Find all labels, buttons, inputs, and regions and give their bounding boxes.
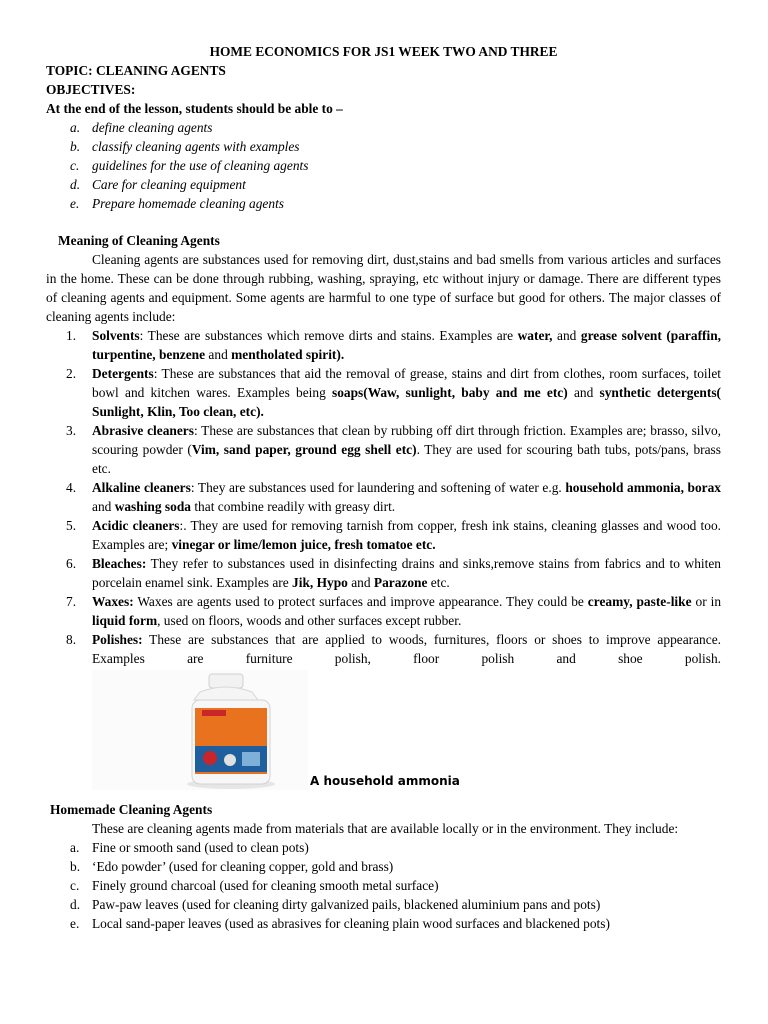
list-item: e. Local sand-paper leaves (used as abrasives for cleaning plain wood surfaces and blackened pots) (70, 916, 610, 931)
meaning-paragraph: Cleaning agents are substances used for removing dirt, dust,stains and bad smells from various articles and surfaces in the home. These can be done through rubbing, washing, spraying, etc without injury or damage. There are different types of cleaning agents and equipment. Some agents are harmful to one type of surface but good for others. The major classes of cleaning agents include: (46, 252, 721, 324)
classes-list (46, 326, 721, 668)
list-item: a. define cleaning agents (70, 120, 213, 135)
list-item: c. guidelines for the use of cleaning agents (70, 158, 309, 173)
class-name: Waxes: (92, 594, 134, 609)
homemade-heading: Homemade Cleaning Agents (50, 802, 213, 817)
class-item: 8. Polishes: These are substances that are applied to woods, furnitures, floors or shoes to improve appearance. Examples are furniture polish, floor polish and shoe polish. (66, 632, 721, 666)
objectives-heading: OBJECTIVES: (46, 82, 136, 97)
class-name: Solvents (92, 328, 140, 343)
class-item: 3. Abrasive cleaners: These are substances that clean by rubbing off dirt through friction. Examples are; brasso, silvo, scouring powder (Vim, sand paper, ground egg shell etc). They are used for scouring bath tubs, pots/pans, brass etc. (66, 423, 721, 476)
list-item: e. Prepare homemade cleaning agents (70, 196, 285, 211)
class-item: 5. Acidic cleaners:. They are used for removing tarnish from copper, fresh ink stains, cleaning glasses and wood too. Examples are; vinegar or lime/lemon juice, fresh tomatoe etc. (66, 518, 721, 552)
class-item: 1. Solvents: These are substances which remove dirts and stains. Examples are water, and grease solvent (paraffin, turpentine, benzene and mentholated spirit). (66, 328, 722, 362)
class-item: 4. Alkaline cleaners: They are substances used for laundering and softening of water e.g. household ammonia, borax and washing soda that combine readily with greasy dirt. (66, 480, 721, 514)
list-item: b. classify cleaning agents with examples (70, 139, 300, 154)
objectives-list (46, 118, 721, 213)
homemade-list (46, 838, 721, 933)
household-ammonia-image (92, 670, 308, 790)
list-item: c. Finely ground charcoal (used for cleaning smooth metal surface) (70, 878, 439, 893)
homemade-intro: These are cleaning agents made from materials that are available locally or in the environment. They include: (92, 821, 679, 836)
class-name: Detergents (92, 366, 154, 381)
class-item: 7. Waxes: Waxes are agents used to protect surfaces and improve appearance. They could be creamy, paste-like or in liquid form, used on floors, woods and other surfaces except rubber. (66, 594, 722, 628)
class-name: Abrasive cleaners (92, 423, 194, 438)
document-title: HOME ECONOMICS FOR JS1 WEEK TWO AND THREE (209, 44, 558, 59)
objectives-intro: At the end of the lesson, students should be able to – (46, 101, 343, 116)
list-item: b. ‘Edo powder’ (used for cleaning copper, gold and brass) (70, 859, 394, 874)
meaning-heading: Meaning of Cleaning Agents (58, 233, 220, 248)
list-item: d. Paw-paw leaves (used for cleaning dirty galvanized pails, blackened aluminium pans and pots) (70, 897, 601, 912)
class-name: Bleaches: (92, 556, 147, 571)
class-name: Acidic cleaners (92, 518, 180, 533)
class-item: 2. Detergents: These are substances that aid the removal of grease, stains and dirt from clothes, room surfaces, toilet bowl and kitchen wares. Examples being soaps(Waw, sunlight, baby and me etc) and synthetic detergents( Sunlight, Klin, Too clean, etc). (66, 366, 721, 419)
figure (46, 668, 721, 796)
list-item: a. Fine or smooth sand (used to clean pots) (70, 840, 309, 855)
figure-caption: A household ammonia (310, 774, 460, 788)
class-name: Polishes: (92, 632, 143, 647)
class-name: Alkaline cleaners (92, 480, 191, 495)
document-page (46, 42, 721, 933)
class-item: 6. Bleaches: They refer to substances used in disinfecting drains and sinks,remove stains from fabrics and to whiten porcelain enamel sink. Examples are Jik, Hypo and Parazone etc. (66, 556, 721, 590)
list-item: d. Care for cleaning equipment (70, 177, 246, 192)
topic-heading: TOPIC: CLEANING AGENTS (46, 63, 226, 78)
